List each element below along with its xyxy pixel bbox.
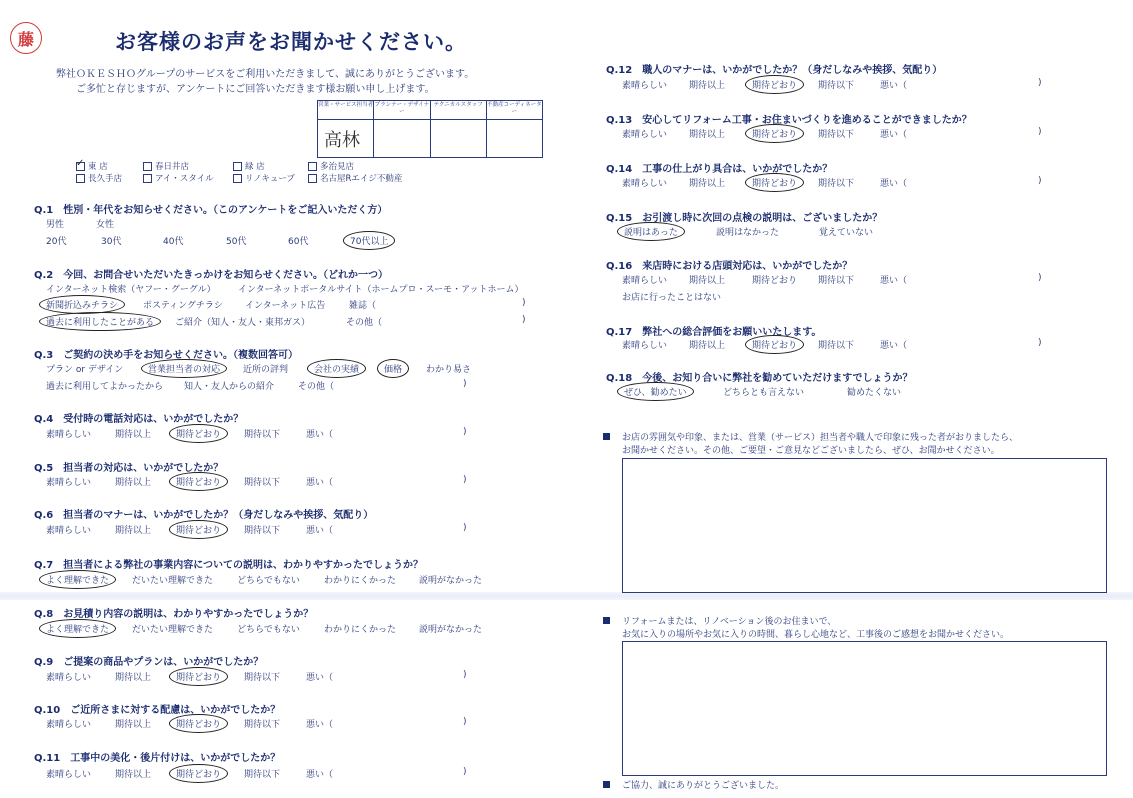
q3-opt-sales-circled[interactable]: 営業担当者の対応 xyxy=(141,359,227,378)
q10-opt[interactable]: 期待以上 xyxy=(115,720,152,730)
checkbox-icon[interactable] xyxy=(76,162,85,171)
q1-gender-female[interactable]: 女性 xyxy=(96,220,115,230)
checkbox-icon[interactable] xyxy=(143,174,152,183)
q10-opt[interactable]: 素晴らしい xyxy=(46,720,92,730)
q1-age-20s[interactable]: 20代 xyxy=(46,237,67,247)
q14-opt[interactable]: 期待以下 xyxy=(818,179,855,189)
bullet-square-icon xyxy=(603,433,610,440)
q7-opt[interactable]: だいたい理解できた xyxy=(132,576,214,586)
q14-opt[interactable]: 期待以上 xyxy=(689,179,726,189)
q11-opt[interactable]: 悪い（ xyxy=(306,770,334,780)
q8-opt[interactable]: どちらでもない xyxy=(237,625,300,635)
q18-opt-circled[interactable]: ぜひ、勧めたい xyxy=(617,382,694,401)
q18-opt[interactable]: どちらとも言えない xyxy=(723,388,805,398)
q4-opt[interactable]: 素晴らしい xyxy=(46,430,92,440)
scan-fold-shadow xyxy=(0,592,1133,600)
q12-opt[interactable]: 期待以下 xyxy=(818,81,855,91)
q2-opt-other[interactable]: その他（ xyxy=(346,318,383,328)
bullet-square-icon xyxy=(603,781,610,788)
comment1-prompt-line2: お聞かせください。その他、ご要望・ご意見などございましたら、ぜひ、お聞かせください。 xyxy=(622,446,1000,456)
q11-opt[interactable]: 素晴らしい xyxy=(46,770,92,780)
store-option[interactable]: 春日井店 xyxy=(143,160,189,172)
q9-opt[interactable]: 期待以下 xyxy=(244,673,281,683)
thanks-message: ご協力、誠にありがとうございました。 xyxy=(622,781,785,791)
q13-opt[interactable]: 期待以上 xyxy=(689,130,726,140)
q12-opt[interactable]: 悪い（ xyxy=(880,81,908,91)
question-q9: Q.9 ご提案の商品やプランは、いかがでしたか？ xyxy=(34,657,264,668)
question-q3: Q.3 ご契約の決め手をお知らせください。（複数回答可） xyxy=(34,350,298,361)
q8-opt-circled[interactable]: よく理解できた xyxy=(39,619,116,638)
q16-opt[interactable]: 期待以上 xyxy=(689,276,726,286)
q17-opt[interactable]: 素晴らしい xyxy=(622,341,668,351)
q6-opt[interactable]: 悪い（ xyxy=(306,526,334,536)
q14-opt[interactable]: 悪い（ xyxy=(880,179,908,189)
bullet-square-icon xyxy=(603,617,610,624)
checkbox-icon[interactable] xyxy=(233,174,242,183)
question-q8: Q.8 お見積り内容の説明は、わかりやすかったでしょうか？ xyxy=(34,609,314,620)
comment2-textarea[interactable] xyxy=(622,641,1107,776)
q16-opt[interactable]: 素晴らしい xyxy=(622,276,668,286)
store-option[interactable]: 多治見店 xyxy=(308,160,354,172)
question-q7: Q.7 担当者による弊社の事業内容についての説明は、わかりやすかったでしょうか？ xyxy=(34,560,424,571)
question-q1: Q.1 性別・年代をお知らせください。（このアンケートをご記入いただく方） xyxy=(34,205,388,216)
checkbox-icon[interactable] xyxy=(308,162,317,171)
q5-opt[interactable]: 悪い（ xyxy=(306,478,334,488)
q7-opt[interactable]: 説明がなかった xyxy=(419,576,483,586)
staff-col-sales: 営業・サービス担当者 高林 xyxy=(318,101,373,157)
question-q15: Q.15 お引渡し時に次回の点検の説明は、ございましたか？ xyxy=(606,213,883,224)
question-q4: Q.4 受付時の電話対応は、いかがでしたか？ xyxy=(34,414,244,425)
q16-opt[interactable]: 期待どおり xyxy=(752,276,798,286)
question-q2: Q.2 今回、お問合せいただいたきっかけをお知らせください。（どれか一つ） xyxy=(34,270,388,281)
q2-opt-newspaper-circled[interactable]: 新聞折込みチラシ xyxy=(39,295,125,314)
q17-opt[interactable]: 期待以下 xyxy=(818,341,855,351)
q9-opt[interactable]: 素晴らしい xyxy=(46,673,92,683)
store-option[interactable]: 長久手店 xyxy=(76,172,122,184)
q1-age-50s[interactable]: 50代 xyxy=(226,237,247,247)
checkbox-icon[interactable] xyxy=(76,174,85,183)
q1-age-40s[interactable]: 40代 xyxy=(163,237,184,247)
q18-opt[interactable]: 勧めたくない xyxy=(847,388,902,398)
comment2-prompt-line2: お気に入りの場所やお気に入りの時間、暮らし心地など、工事後のご感想をお聞かせください。 xyxy=(622,630,1010,640)
q7-opt[interactable]: わかりにくかった xyxy=(324,576,397,586)
q13-opt[interactable]: 悪い（ xyxy=(880,130,908,140)
q15-opt[interactable]: 説明はなかった xyxy=(716,228,780,238)
store-option[interactable]: ✓ 東 店 xyxy=(76,160,108,172)
q11-opt-circled[interactable]: 期待どおり xyxy=(169,764,228,783)
q5-opt-circled[interactable]: 期待どおり xyxy=(169,472,228,491)
q3-opt-clarity[interactable]: わかり易さ xyxy=(426,365,472,375)
q9-opt-circled[interactable]: 期待どおり xyxy=(169,667,228,686)
intro-line-1: 弊社ＯＫＥＳＨＯグループのサービスをご利用いただきまして、誠にありがとうございます。 xyxy=(56,69,475,80)
q5-opt[interactable]: 期待以上 xyxy=(115,478,152,488)
store-option[interactable]: アイ・スタイル xyxy=(143,172,214,184)
q12-opt[interactable]: 期待以上 xyxy=(689,81,726,91)
q6-opt[interactable]: 期待以上 xyxy=(115,526,152,536)
q2-opt-internet-search[interactable]: インターネット検索（ヤフー・グーグル） xyxy=(46,285,216,295)
q8-opt[interactable]: わかりにくかった xyxy=(324,625,397,635)
q6-opt[interactable]: 素晴らしい xyxy=(46,526,92,536)
question-q5: Q.5 担当者の対応は、いかがでしたか？ xyxy=(34,463,224,474)
checkbox-icon[interactable] xyxy=(308,174,317,183)
q5-opt[interactable]: 期待以下 xyxy=(244,478,281,488)
q11-opt[interactable]: 期待以上 xyxy=(115,770,152,780)
comment1-prompt-line1: お店の雰囲気や印象、または、営業（サービス）担当者や職人で印象に残った者がおりましたら、 xyxy=(622,433,1019,443)
q16-opt[interactable]: 悪い（ xyxy=(880,276,908,286)
q13-opt[interactable]: 期待以下 xyxy=(818,130,855,140)
store-option[interactable]: 緑 店 xyxy=(233,160,265,172)
q10-opt-circled[interactable]: 期待どおり xyxy=(169,714,228,733)
q8-opt[interactable]: だいたい理解できた xyxy=(132,625,214,635)
q1-age-70plus-circled[interactable]: 70代以上 xyxy=(343,231,395,250)
q7-opt-circled[interactable]: よく理解できた xyxy=(39,570,116,589)
q17-opt[interactable]: 期待以上 xyxy=(689,341,726,351)
staff-table xyxy=(317,100,543,158)
q17-opt[interactable]: 悪い（ xyxy=(880,341,908,351)
question-q11: Q.11 工事中の美化・後片付けは、いかがでしたか？ xyxy=(34,753,281,764)
checkbox-icon[interactable] xyxy=(143,162,152,171)
staff-handwritten-name[interactable]: 高林 xyxy=(324,129,360,151)
q3-opt-plan[interactable]: プラン or デザイン xyxy=(46,365,124,375)
q12-opt-circled[interactable]: 期待どおり xyxy=(745,75,804,94)
question-q10: Q.10 ご近所さまに対する配慮は、いかがでしたか？ xyxy=(34,705,281,716)
q10-opt[interactable]: 悪い（ xyxy=(306,720,334,730)
q17-opt-circled[interactable]: 期待どおり xyxy=(745,335,804,354)
q9-opt[interactable]: 期待以上 xyxy=(115,673,152,683)
q6-opt-circled[interactable]: 期待どおり xyxy=(169,520,228,539)
q5-opt[interactable]: 素晴らしい xyxy=(46,478,92,488)
q1-age-60s[interactable]: 60代 xyxy=(288,237,309,247)
q3-opt-friend[interactable]: 知人・友人からの紹介 xyxy=(184,382,275,392)
staff-col-planner: プランナー・デザイナー xyxy=(373,101,429,157)
question-q17: Q.17 弊社への総合評価をお願いいたします。 xyxy=(606,327,822,338)
intro-line-2: ご多忙と存じますが、アンケートにご回答いただきます様お願い申し上げます。 xyxy=(76,84,435,95)
q14-opt[interactable]: 素晴らしい xyxy=(622,179,668,189)
q4-opt[interactable]: 期待以下 xyxy=(244,430,281,440)
q8-opt[interactable]: 説明がなかった xyxy=(419,625,483,635)
question-q18: Q.18 今後、お知り合いに弊社を勧めていただけますでしょうか？ xyxy=(606,373,913,384)
q3-opt-other[interactable]: その他（ xyxy=(298,382,335,392)
q14-opt-circled[interactable]: 期待どおり xyxy=(745,173,804,192)
q15-opt-circled[interactable]: 説明はあった xyxy=(617,222,685,241)
q3-opt-price-circled[interactable]: 価格 xyxy=(377,359,409,378)
q13-opt-circled[interactable]: 期待どおり xyxy=(745,124,804,143)
staff-col-technical: テクニカルスタッフ xyxy=(430,101,486,157)
q10-opt[interactable]: 期待以下 xyxy=(244,720,281,730)
q3-opt-past[interactable]: 過去に利用してよかったから xyxy=(46,382,164,392)
q2-opt-referral[interactable]: ご紹介（知人・友人・東邦ガス） xyxy=(175,318,311,328)
comment1-textarea[interactable] xyxy=(622,458,1107,593)
q2-opt-magazine[interactable]: 雑誌（ xyxy=(349,301,377,311)
q13-opt[interactable]: 素晴らしい xyxy=(622,130,668,140)
question-q12: Q.12 職人のマナーは、いかがでしたか？（身だしなみや挨拶、気配り） xyxy=(606,65,943,76)
q4-opt[interactable]: 期待以上 xyxy=(115,430,152,440)
page-title: お客様のお声をお聞かせください。 xyxy=(115,30,467,54)
staff-col-realestate: 不動産コーディネーター xyxy=(486,101,542,157)
q3-opt-record-circled[interactable]: 会社の実績 xyxy=(307,359,366,378)
question-q14: Q.14 工事の仕上がり具合は、いかがでしたか？ xyxy=(606,164,833,175)
question-q6: Q.6 担当者のマナーは、いかがでしたか？（身だしなみや挨拶、気配り） xyxy=(34,510,374,521)
company-seal: 藤 xyxy=(10,22,42,54)
q4-opt-circled[interactable]: 期待どおり xyxy=(169,424,228,443)
q12-opt[interactable]: 素晴らしい xyxy=(622,81,668,91)
checkbox-icon[interactable] xyxy=(233,162,242,171)
q2-opt-posting[interactable]: ポスティングチラシ xyxy=(143,301,223,311)
question-q13: Q.13 安心してリフォーム工事・お住まいづくりを進めることができましたか？ xyxy=(606,115,972,126)
q6-opt[interactable]: 期待以下 xyxy=(244,526,281,536)
q2-opt-past-use-circled[interactable]: 過去に利用したことがある xyxy=(39,312,161,331)
store-option[interactable]: 名古屋Rエイジ不動産 xyxy=(308,172,402,184)
q16-opt-never-visited[interactable]: お店に行ったことはない xyxy=(622,293,722,303)
q3-opt-reputation[interactable]: 近所の評判 xyxy=(243,365,289,375)
store-option[interactable]: リノキューブ xyxy=(233,172,295,184)
q9-opt[interactable]: 悪い（ xyxy=(306,673,334,683)
q2-opt-net-ad[interactable]: インターネット広告 xyxy=(245,301,326,311)
q2-opt-portal[interactable]: インターネットポータルサイト（ホームプロ・スーモ・アットホーム） xyxy=(238,285,524,295)
q16-opt[interactable]: 期待以下 xyxy=(818,276,855,286)
q11-opt[interactable]: 期待以下 xyxy=(244,770,281,780)
q1-age-30s[interactable]: 30代 xyxy=(101,237,122,247)
q7-opt[interactable]: どちらでもない xyxy=(237,576,300,586)
comment2-prompt-line1: リフォームまたは、リノベーション後のお住まいで、 xyxy=(622,617,837,627)
q1-gender-male[interactable]: 男性 xyxy=(46,220,65,230)
q4-opt[interactable]: 悪い（ xyxy=(306,430,334,440)
q15-opt[interactable]: 覚えていない xyxy=(819,228,874,238)
question-q16: Q.16 来店時における店頭対応は、いかがでしたか？ xyxy=(606,261,853,272)
